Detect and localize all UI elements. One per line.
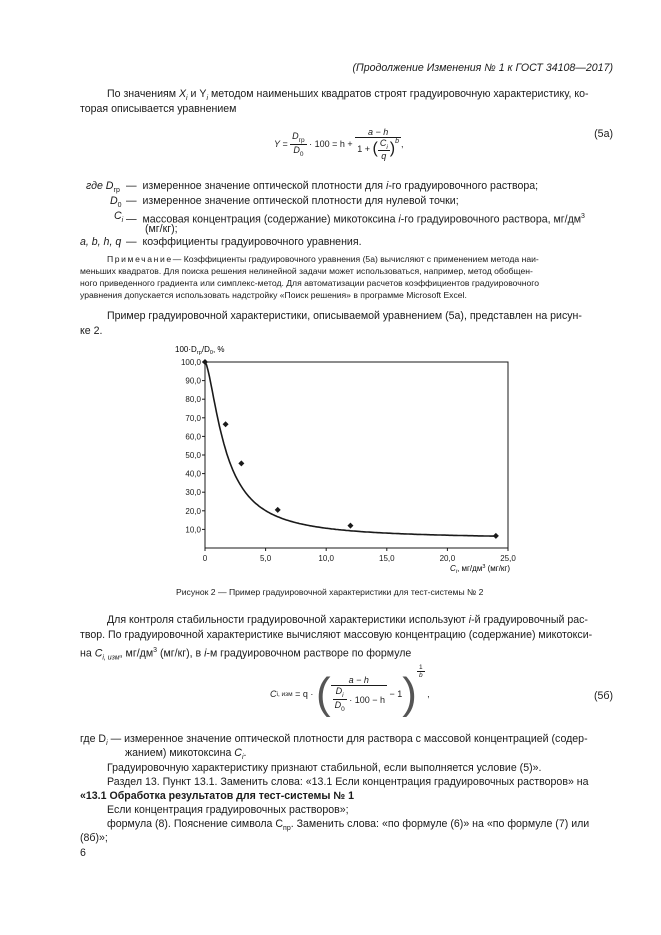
paragraph-3-line-2: твор. По градуировочной характеристике вычисляют массовую концентрацию (содержание) микотокси- — [80, 629, 593, 641]
x-tick-label: 25,0 — [500, 554, 516, 563]
data-points — [202, 359, 499, 539]
note-label: Примечание — [107, 254, 173, 264]
x-tick-label: 5,0 — [260, 554, 272, 563]
plot-area — [205, 362, 508, 548]
x-axis — [203, 548, 517, 563]
note-line-2: меньших квадратов. Для поиска решения нелинейной задачи может использоваться, например, метод обобщен- — [80, 266, 533, 276]
note-line-1: Примечание— Коэффициенты градуировочного уравнения (5а) вычисляют с применением метода наи- — [107, 254, 539, 264]
definition-d0: $D_0$ — [110, 195, 122, 210]
definition-di: где $D_i$ — измеренное значение оптической плотности для раствора с массовой концентрацией (содер- — [80, 733, 588, 748]
paragraph-2-line-2: ке 2. — [80, 325, 103, 337]
tail-line-6: (8б)»; — [80, 832, 108, 844]
definition-d-gr-text: — измеренное значение оптической плотности для i-го градуировочного раствора; — [126, 180, 539, 192]
running-header: (Продолжение Изменения № 1 к ГОСТ 34108—2017) — [352, 62, 613, 74]
x-tick-label: 15,0 — [379, 554, 395, 563]
x-tick-label: 10,0 — [318, 554, 334, 563]
tail-line-5: формула (8). Пояснение символа $C_{пр}$. Заменить слова: «по формуле (6)» на «по формуле (7) или — [107, 818, 590, 833]
tail-line-2: Раздел 13. Пункт 13.1. Заменить слова: «13.1 Если концентрация градуировочных растворов» на — [107, 776, 589, 788]
x-tick-label: 20,0 — [439, 554, 456, 563]
definition-ci-text: — массовая концентрация (содержание) микотоксина i-го градуировочного раствора, $мг/дм^3$ — [126, 213, 585, 226]
definition-coefficients-text: — коэффициенты градуировочного уравнения. — [126, 236, 362, 248]
definition-d0-text: — измеренное значение оптической плотности для нулевой точки; — [126, 195, 459, 207]
y-tick-label: 20,0 — [185, 506, 201, 516]
equation-5a: Y = $\frac{D_{гр}}{D_0}$ · 100 = h + a − h 1 + ( $\frac{C_i}{q}$ ) $^b$ , — [274, 126, 404, 162]
y-tick-label: 80,0 — [185, 395, 201, 405]
paragraph-1-line-1: По значениям $X_i$ и $Y_i$ методом наименьших квадратов строят градуировочную характеристику, ко- — [107, 88, 589, 103]
tail-line-4: Если концентрация градуировочных растворов»; — [107, 804, 349, 816]
x-axis-label: $C_i$, $мг/дм^3$ (мг/кг) — [450, 564, 510, 575]
note-line-4: уравнения допускается использовать надстройку «Поиск решения» в программе Microsoft Excel. — [80, 290, 467, 300]
equation-5b: C i, изм = q · ( a − h $\frac{D_i}{D_0}$ · 100 − h − 1 ) $\frac{1}{b}$ , — [270, 664, 430, 718]
eq5a-fraction-2: a − h 1 + ( $\frac{C_i}{q}$ ) $^b$ — [357, 126, 399, 162]
data-point — [223, 421, 229, 427]
paragraph-3-line-3: на $C_{i, изм}$, $мг/дм^3$ (мг/кг), в i-м градуировочном растворе по формуле — [80, 647, 412, 662]
plot-border — [205, 362, 508, 548]
paragraph-2-line-1: Пример градуировочной характеристики, описываемой уравнением (5а), представлен на рисун- — [107, 310, 582, 322]
eq5a-fraction-1: $\frac{D_{гр}}{D_0}$ — [292, 130, 305, 158]
data-point — [275, 507, 281, 513]
figure-caption: Рисунок 2 — Пример градуировочной характеристики для тест-системы № 2 — [176, 587, 484, 597]
y-axis-label: $100\cdot D_{гр}/D_0$, % — [175, 345, 225, 356]
y-tick-label: 10,0 — [185, 525, 201, 535]
y-tick-label: 40,0 — [185, 469, 201, 479]
y-tick-label: 30,0 — [185, 488, 201, 498]
eq5a-lhs: Y = — [274, 139, 288, 149]
calibration-chart — [160, 336, 540, 576]
data-point — [202, 359, 208, 365]
page-number: 6 — [80, 847, 86, 859]
definition-ci-line-2: (мг/кг); — [145, 223, 178, 235]
eq5b-exponent: $\frac{1}{b}$ — [418, 664, 423, 679]
tail-line-3: «13.1 Обработка результатов для тест-системы № 1 — [80, 790, 354, 802]
definition-d-gr: где $D_{гр}$ — [86, 180, 120, 195]
y-tick-label: 60,0 — [185, 432, 201, 442]
data-point — [238, 460, 244, 466]
y-axis — [181, 358, 205, 534]
paragraph-3-line-1: Для контроля стабильности градуировочной характеристики используют i-й градуировочный рас- — [107, 614, 588, 626]
equation-5b-label: (5б) — [593, 690, 613, 702]
definition-ci: $C_i$ — [114, 210, 124, 225]
definition-di-line-2: жанием) микотоксина $C_i$. — [125, 747, 247, 762]
y-tick-label: 100,0 — [180, 358, 201, 367]
data-point — [347, 523, 353, 529]
x-tick-label: 0 — [202, 554, 208, 563]
definition-coefficients: a, b, h, q — [80, 236, 122, 248]
data-point — [493, 533, 499, 539]
equation-5a-label: (5а) — [594, 128, 613, 140]
y-tick-label: 70,0 — [185, 413, 201, 423]
eq5a-middle: · 100 = h + — [309, 139, 353, 149]
y-tick-label: 90,0 — [185, 376, 201, 386]
paragraph-1-line-2: торая описывается уравнением — [80, 103, 237, 115]
eq5b-fraction: a − h $\frac{D_i}{D_0}$ · 100 − h — [331, 675, 387, 713]
y-tick-label: 50,0 — [185, 451, 201, 460]
tail-line-1: Градуировочную характеристику признают стабильной, если выполняется условие (5)». — [107, 762, 542, 774]
note-line-3: ного приведенного градиента или симплекс-метод. Для автоматизации расчетов коэффициентов градуировочного — [80, 278, 539, 288]
fitted-curve — [205, 362, 496, 536]
